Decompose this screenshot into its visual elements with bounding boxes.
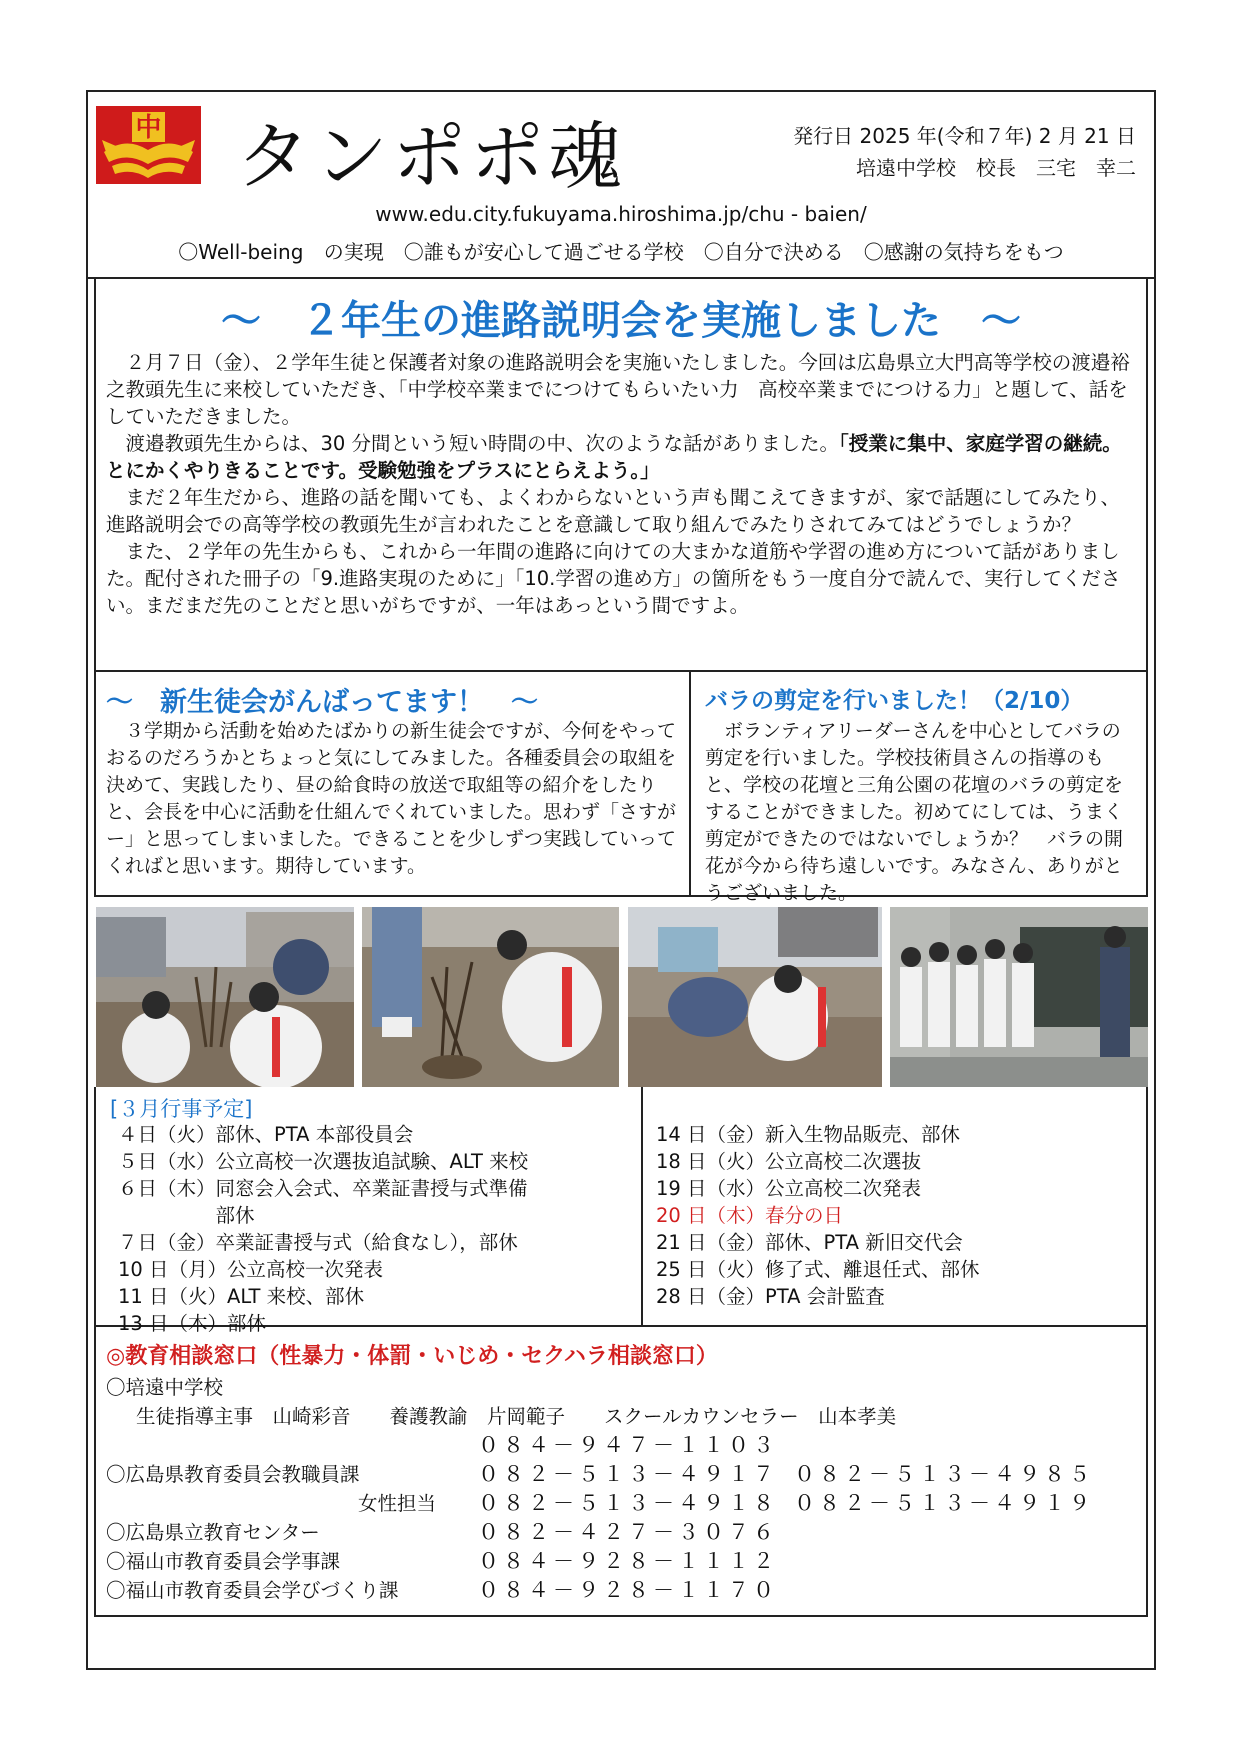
section-body bbox=[106, 718, 681, 880]
phone-number: ０８２－５１３－４９８５ bbox=[794, 1462, 1094, 1486]
quote-bold: 「授業に集中、家庭学習の継続。とにかくやりきることです。受験勉強をプラスにとらえよう。」 bbox=[106, 432, 1122, 482]
schedule-right-column bbox=[656, 1121, 980, 1310]
contact-org: 〇広島県教育委員会教職員課 bbox=[106, 1463, 360, 1486]
contact-org: 〇福山市教育委員会学びづくり課 bbox=[106, 1579, 399, 1602]
contact-org: 〇福山市教育委員会学事課 bbox=[106, 1550, 341, 1573]
paragraph: まだ２年生だから、進路の話を聞いても、よくわからないという声も聞こえてきますが、家で話題にしてみたり、進路説明会での高等学校の教頭先生が言われたことを意識して取り組んでみたりされてみてはどうでしょうか？ bbox=[106, 486, 1121, 536]
column-divider bbox=[641, 1087, 643, 1325]
march-schedule-section bbox=[94, 1087, 1148, 1335]
newsletter-frame bbox=[86, 90, 1156, 1670]
section-title: バラの剪定を行いました！（2/10） bbox=[705, 688, 1084, 714]
section-body bbox=[106, 349, 1132, 619]
photo-students-group bbox=[890, 907, 1148, 1087]
paragraph-lead: 渡邉教頭先生からは、30 分間という短い時間の中、次のような話がありました。 bbox=[125, 432, 840, 455]
consultation-contacts-section bbox=[94, 1327, 1148, 1617]
photo-students-pruning-1 bbox=[96, 907, 354, 1087]
schedule-item-holiday: 20 日（木）春分の日 bbox=[656, 1204, 844, 1227]
contact-org: 〇広島県立教育センター bbox=[106, 1521, 320, 1544]
school-slogans: 〇Well-being の実現 〇誰もが安心して過ごせる学校 〇自分で決める 〇感謝の気持ちをもつ bbox=[178, 240, 1064, 264]
photo-students-pruning-3 bbox=[628, 907, 882, 1087]
phone-number: ０８４－９２８－１１１２ bbox=[478, 1549, 778, 1573]
publication-info bbox=[793, 120, 1136, 184]
contact-title: ◎教育相談窓口（性暴力・体罰・いじめ・セクハラ相談窓口） bbox=[106, 1344, 718, 1369]
photo-students-pruning-2 bbox=[362, 907, 619, 1087]
schedule-item: 13 日（木）部休 bbox=[118, 1312, 267, 1335]
schedule-item: 21 日（金）部休、PTA 新旧交代会 bbox=[656, 1231, 963, 1254]
phone-number: ０８２－５１３－４９１８ bbox=[478, 1491, 778, 1515]
issue-date: 発行日 2025 年(令和７年) 2 月 21 日 bbox=[793, 124, 1136, 148]
schedule-item: 28 日（金）PTA 会計監査 bbox=[656, 1285, 885, 1308]
paragraph: ２月７日（金）、２学年生徒と保護者対象の進路説明会を実施いたしました。今回は広島県立大門高等学校の渡邉裕之教頭先生に来校していただき、「中学校卒業までにつけてもらいたい力 高校卒業までにつける力」と題して、話をしていただきました。 bbox=[106, 351, 1130, 428]
paragraph: ３学期から活動を始めたばかりの新生徒会ですが、今何をやっておるのだろうかとちょっと気にしてみました。各種委員会の取組を決めて、実践したり、昼の給食時の放送で取組等の紹介をしたりと、会長を中心に活動を仕組んでくれていました。思わず「さすがー」と思ってしまいました。できることを少しずつ実践していってくればと思います。期待しています。 bbox=[106, 720, 677, 877]
phone-number: ０８４－９２８－１１７０ bbox=[478, 1578, 778, 1602]
contact-staff: 生徒指導主事 山崎彩音 養護教諭 片岡範子 スクールカウンセラー 山本孝美 bbox=[136, 1405, 897, 1428]
school-url[interactable]: www.edu.city.fukuyama.hiroshima.jp/chu - baien/ bbox=[375, 202, 867, 226]
paragraph bbox=[106, 430, 1132, 484]
schedule-item: ７日（金）卒業証書授与式（給食なし），部休 bbox=[118, 1231, 518, 1254]
phone-number: ０８２－５１３－４９１９ bbox=[794, 1491, 1094, 1515]
paragraph: また、２学年の先生からも、これから一年間の進路に向けての大まかな道筋や学習の進め方について話がありました。配付された冊子の「9.進路実現のために」「10.学習の進め方」の箇所をもう一度自分で読んで、実行してください。まだまだ先のことだと思いがちですが、一年はあっという間ですよ。 bbox=[106, 540, 1121, 617]
schedule-item: ５日（水）公立高校一次選抜追試験、ALT 来校 bbox=[118, 1150, 529, 1173]
phone-number: ０８２－４２７－３０７６ bbox=[478, 1520, 778, 1544]
phone-number: ０８４－９４７－１１０３ bbox=[478, 1433, 778, 1457]
schedule-item: 19 日（水）公立高校二次発表 bbox=[656, 1177, 922, 1200]
emblem-glyph: 中 bbox=[135, 113, 162, 143]
photo-strip bbox=[96, 907, 1148, 1087]
schedule-item: ６日（木）同窓会入会式、卒業証書授与式準備 bbox=[118, 1177, 528, 1200]
schedule-item: 25 日（火）修了式、離退任式、部休 bbox=[656, 1258, 980, 1281]
school-emblem-logo bbox=[96, 106, 201, 184]
phone-number: ０８２－５１３－４９１７ bbox=[478, 1462, 778, 1486]
school-principal: 培遠中学校 校長 三宅 幸二 bbox=[856, 156, 1136, 180]
contact-org: 〇培遠中学校 bbox=[106, 1376, 224, 1399]
paragraph: ボランティアリーダーさんを中心としてバラの剪定を行いました。学校技術員さんの指導のもと、学校の花壇と三角公園の花壇のバラの剪定をすることができました。初めてにしては、うまく剪定ができたのではないでしょうか？ バラの開花が今から待ち遠しいです。みなさん、ありがとうございました。 bbox=[705, 720, 1124, 904]
schedule-title: [３月行事予定] bbox=[110, 1097, 253, 1121]
schedule-item: 10 日（月）公立高校一次発表 bbox=[118, 1258, 384, 1281]
schedule-item: 部休 bbox=[118, 1204, 255, 1227]
contact-female-label: 女性担当 bbox=[358, 1492, 437, 1515]
schedule-item: 14 日（金）新入生物品販売、部休 bbox=[656, 1123, 961, 1146]
section-title: ～ 新生徒会がんばってます！ ～ bbox=[106, 687, 538, 718]
header bbox=[88, 92, 1154, 279]
schedule-left-column bbox=[118, 1121, 528, 1337]
rose-pruning-section bbox=[689, 672, 1148, 904]
section-title: ～ ２年生の進路説明会を実施しました ～ bbox=[221, 298, 1021, 344]
contact-list bbox=[106, 1373, 1136, 1605]
newsletter-title: タンポポ魂 bbox=[236, 114, 626, 200]
schedule-item: 11 日（火）ALT 来校、部休 bbox=[118, 1285, 365, 1308]
student-council-section bbox=[94, 672, 691, 897]
section-body bbox=[705, 718, 1136, 907]
career-briefing-section bbox=[94, 277, 1148, 672]
schedule-item: ４日（火）部休、PTA 本部役員会 bbox=[118, 1123, 414, 1146]
schedule-item: 18 日（火）公立高校二次選抜 bbox=[656, 1150, 922, 1173]
